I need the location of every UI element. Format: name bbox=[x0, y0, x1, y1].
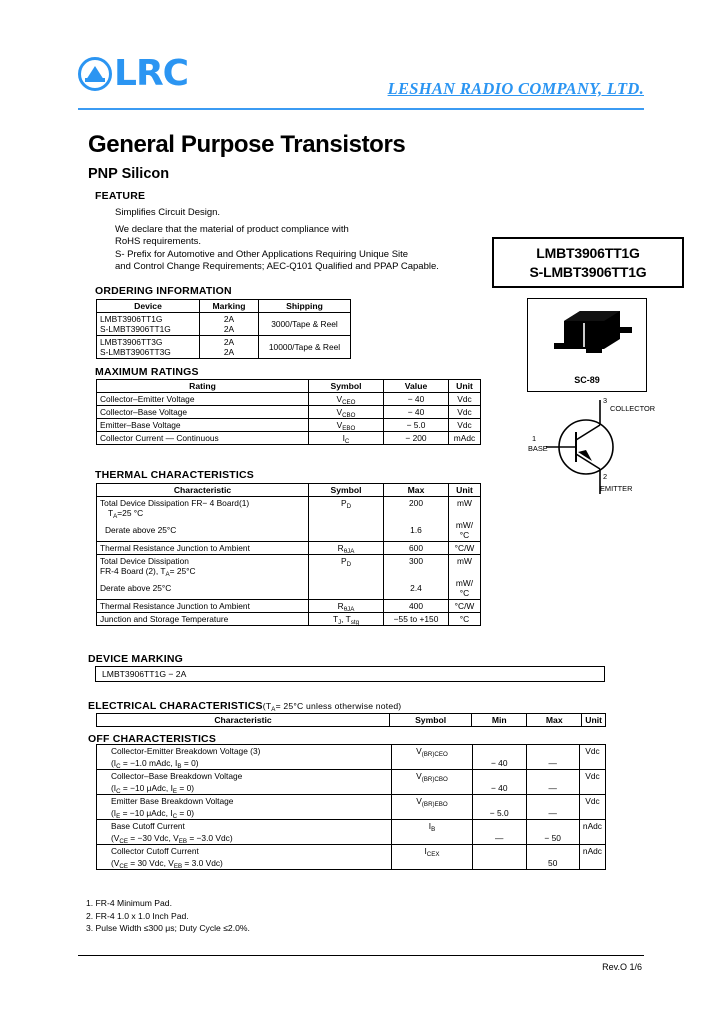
cond-mid: = −10 μAdc, I bbox=[120, 783, 173, 793]
table-row bbox=[97, 613, 481, 626]
electrical-condition-sub: A bbox=[271, 706, 276, 713]
sym-sub: (BR)EBO bbox=[421, 801, 448, 808]
th-max: 300 bbox=[384, 555, 449, 578]
mr-unit: Vdc bbox=[449, 419, 481, 432]
device-line: LMBT3906TT3G bbox=[100, 337, 163, 347]
cond-sub: CE bbox=[119, 863, 128, 870]
feature-heading: FEATURE bbox=[95, 190, 146, 202]
th-unit: °C/W bbox=[449, 542, 481, 555]
ec-min-blank bbox=[472, 820, 526, 833]
feature-line: RoHS requirements. bbox=[115, 236, 202, 248]
table-row bbox=[97, 795, 606, 808]
ec-unit: Vdc bbox=[579, 795, 605, 808]
cond-end: = 0) bbox=[177, 808, 195, 818]
ec-condition bbox=[97, 782, 392, 795]
table-row bbox=[97, 832, 606, 845]
device-line: LMBT3906TT1G bbox=[100, 314, 163, 324]
th-characteristic: Thermal Resistance Junction to Ambient bbox=[97, 600, 309, 613]
sym-base: V bbox=[336, 407, 343, 417]
part-number-primary: LMBT3906TT1G bbox=[536, 244, 640, 261]
sym-sub: J bbox=[338, 619, 342, 626]
ec-col-characteristic: Characteristic bbox=[97, 714, 390, 727]
cond-sub: E bbox=[116, 813, 121, 820]
th-characteristic bbox=[97, 555, 309, 578]
mr-rating: Collector–Emitter Voltage bbox=[97, 393, 309, 406]
char-rest: =25 °C bbox=[117, 508, 144, 518]
ec-max: − 50 bbox=[526, 832, 579, 845]
ec-min-blank bbox=[472, 795, 526, 808]
sym-sub: D bbox=[346, 503, 352, 510]
device-marking-box: LMBT3906TT1G − 2A bbox=[95, 666, 605, 682]
ec-symbol-blank bbox=[392, 782, 473, 795]
cond-pre: (V bbox=[111, 833, 120, 843]
ordering-table bbox=[96, 299, 351, 359]
sym-sub: CBO bbox=[342, 412, 356, 419]
th-symbol bbox=[309, 542, 384, 555]
table-header-row bbox=[97, 484, 481, 497]
th-characteristic: Derate above 25°C bbox=[97, 519, 309, 542]
electrical-condition-rest: = 25°C unless otherwise noted) bbox=[275, 701, 402, 711]
off-characteristics-heading: OFF CHARACTERISTICS bbox=[88, 733, 217, 745]
mr-value: − 40 bbox=[384, 393, 449, 406]
ordering-device-cell bbox=[97, 313, 200, 336]
ec-symbol bbox=[392, 820, 473, 833]
mr-symbol bbox=[309, 419, 384, 432]
feature-list bbox=[115, 207, 495, 274]
ordering-col-device: Device bbox=[97, 300, 200, 313]
cond-pre: (I bbox=[111, 808, 117, 818]
th-unit: mW bbox=[449, 497, 481, 520]
ec-unit-blank bbox=[579, 807, 605, 820]
th-characteristic: Junction and Storage Temperature bbox=[97, 613, 309, 626]
ordering-col-shipping: Shipping bbox=[259, 300, 351, 313]
marking-line: 2A bbox=[223, 314, 235, 324]
table-row bbox=[97, 336, 351, 359]
ec-condition bbox=[97, 832, 392, 845]
th-unit: mW/°C bbox=[449, 519, 481, 542]
sym-base2: , T bbox=[341, 614, 351, 624]
mr-symbol bbox=[309, 406, 384, 419]
char-sub: A bbox=[113, 513, 118, 520]
ec-characteristic: Collector Cutoff Current bbox=[97, 845, 392, 858]
ordering-col-marking: Marking bbox=[200, 300, 259, 313]
table-header-row bbox=[97, 380, 481, 393]
mr-rating: Emitter–Base Voltage bbox=[97, 419, 309, 432]
table-row bbox=[97, 770, 606, 783]
ec-unit-blank bbox=[579, 832, 605, 845]
th-unit: mW bbox=[449, 555, 481, 578]
sym-base: V bbox=[336, 394, 343, 404]
table-row bbox=[97, 820, 606, 833]
footnote: 3. Pulse Width ≤300 μs; Duty Cycle ≤2.0%. bbox=[86, 923, 250, 934]
ec-col-symbol: Symbol bbox=[389, 714, 471, 727]
sym-base: I bbox=[342, 433, 345, 443]
cond-pre: (I bbox=[111, 783, 117, 793]
device-marking-heading: DEVICE MARKING bbox=[88, 653, 183, 665]
ec-symbol bbox=[392, 845, 473, 858]
table-header-row bbox=[97, 714, 606, 727]
ec-col-min: Min bbox=[472, 714, 527, 727]
ordering-shipping-cell: 3000/Tape & Reel bbox=[259, 313, 351, 336]
ec-symbol-blank bbox=[392, 757, 473, 770]
ec-min: — bbox=[472, 832, 526, 845]
table-row bbox=[97, 497, 481, 520]
table-row bbox=[97, 757, 606, 770]
footer-revision: Rev.O 1/6 bbox=[602, 962, 642, 972]
ec-min: − 40 bbox=[472, 782, 526, 795]
ec-max-blank bbox=[526, 820, 579, 833]
pin-label-emitter: EMITTER bbox=[600, 484, 633, 493]
cond-sub2: E bbox=[172, 788, 178, 795]
th-symbol bbox=[309, 497, 384, 520]
mr-symbol bbox=[309, 432, 384, 445]
pin-label-collector: COLLECTOR bbox=[610, 404, 656, 413]
sym-sub2: stg bbox=[350, 619, 360, 626]
char-line: Total Device Dissipation bbox=[100, 556, 189, 566]
table-row bbox=[97, 542, 481, 555]
ec-max: — bbox=[526, 757, 579, 770]
table-row bbox=[97, 845, 606, 858]
cond-pre: (I bbox=[111, 758, 117, 768]
ec-characteristic: Emitter Base Breakdown Voltage bbox=[97, 795, 392, 808]
ec-min-blank bbox=[472, 845, 526, 858]
ec-unit: Vdc bbox=[579, 770, 605, 783]
th-unit: °C bbox=[449, 613, 481, 626]
ec-min-blank bbox=[472, 745, 526, 758]
th-unit: °C/W bbox=[449, 600, 481, 613]
ec-symbol bbox=[392, 795, 473, 808]
thermal-heading: THERMAL CHARACTERISTICS bbox=[95, 469, 254, 481]
table-row bbox=[97, 432, 481, 445]
footnotes bbox=[86, 897, 250, 935]
mr-col-rating: Rating bbox=[97, 380, 309, 393]
cond-sub: CE bbox=[119, 838, 128, 845]
ec-max: 50 bbox=[526, 857, 579, 870]
table-row bbox=[97, 600, 481, 613]
sym-sub: θJA bbox=[343, 548, 355, 555]
th-max: −55 to +150 bbox=[384, 613, 449, 626]
th-characteristic bbox=[97, 497, 309, 520]
char-line bbox=[100, 508, 305, 518]
sym-base: V bbox=[336, 420, 343, 430]
sym-base: P bbox=[340, 556, 347, 566]
ec-min: − 5.0 bbox=[472, 807, 526, 820]
ec-max-blank bbox=[526, 845, 579, 858]
char-rest: = 25°C bbox=[169, 566, 196, 576]
sym-base: I bbox=[424, 846, 427, 856]
table-row bbox=[97, 393, 481, 406]
electrical-condition-pre: (T bbox=[262, 701, 272, 711]
mr-symbol bbox=[309, 393, 384, 406]
ec-characteristic: Base Cutoff Current bbox=[97, 820, 392, 833]
cond-sub: C bbox=[116, 788, 121, 795]
part-number-secondary: S-LMBT3906TT1G bbox=[529, 263, 647, 280]
sym-base: I bbox=[428, 821, 432, 831]
part-number-box bbox=[492, 237, 684, 288]
footnote: 1. FR-4 Minimum Pad. bbox=[86, 898, 172, 908]
logo-bar-shape bbox=[85, 78, 105, 82]
package-drawing-box bbox=[527, 298, 647, 392]
sym-base: V bbox=[416, 746, 422, 756]
th-col-characteristic: Characteristic bbox=[97, 484, 309, 497]
ordering-shipping-cell: 10000/Tape & Reel bbox=[259, 336, 351, 359]
feature-line: and Control Change Requirements; AEC-Q101 Qualified and PPAP Capable. bbox=[115, 261, 439, 273]
mr-unit: mAdc bbox=[449, 432, 481, 445]
ec-characteristic: Collector-Emitter Breakdown Voltage (3) bbox=[97, 745, 392, 758]
ordering-device-cell bbox=[97, 336, 200, 359]
th-symbol bbox=[309, 613, 384, 626]
lrc-logo bbox=[78, 53, 189, 94]
ec-unit: nAdc bbox=[579, 845, 605, 858]
marking-line: 2A bbox=[223, 347, 235, 357]
ordering-heading: ORDERING INFORMATION bbox=[95, 285, 232, 297]
cond-sub2: B bbox=[177, 763, 182, 770]
ec-max-blank bbox=[526, 745, 579, 758]
th-symbol bbox=[309, 577, 384, 600]
mr-value: − 200 bbox=[384, 432, 449, 445]
footer-divider bbox=[78, 955, 644, 956]
char-sub: A bbox=[165, 571, 170, 578]
ec-condition bbox=[97, 757, 392, 770]
device-line: S-LMBT3906TT3G bbox=[100, 347, 171, 357]
ec-max: — bbox=[526, 807, 579, 820]
ec-unit-blank bbox=[579, 757, 605, 770]
cond-sub: C bbox=[116, 763, 121, 770]
table-row bbox=[97, 419, 481, 432]
ec-symbol-blank bbox=[392, 832, 473, 845]
th-max: 1.6 bbox=[384, 519, 449, 542]
ec-symbol-blank bbox=[392, 857, 473, 870]
th-unit: mW/°C bbox=[449, 577, 481, 600]
ec-symbol bbox=[392, 770, 473, 783]
sym-base: T bbox=[332, 614, 339, 624]
table-row bbox=[97, 406, 481, 419]
th-col-symbol: Symbol bbox=[309, 484, 384, 497]
th-symbol bbox=[309, 600, 384, 613]
off-characteristics-table bbox=[96, 744, 606, 870]
mr-col-value: Value bbox=[384, 380, 449, 393]
table-row bbox=[97, 857, 606, 870]
sym-base: R bbox=[337, 601, 344, 611]
electrical-heading: ELECTRICAL CHARACTERISTICS bbox=[88, 700, 263, 712]
char-sym: T bbox=[108, 508, 114, 518]
max-ratings-table bbox=[96, 379, 481, 445]
ec-max: — bbox=[526, 782, 579, 795]
pin-number-base: 1 bbox=[532, 434, 537, 443]
mr-value: − 40 bbox=[384, 406, 449, 419]
feature-line: Simplifies Circuit Design. bbox=[115, 207, 221, 218]
char-line: Total Device Dissipation FR− 4 Board(1) bbox=[100, 498, 250, 508]
ec-col-max: Max bbox=[527, 714, 582, 727]
cond-sub2: EB bbox=[178, 838, 187, 845]
cond-mid: = −30 Vdc, V bbox=[127, 833, 179, 843]
table-row bbox=[97, 313, 351, 336]
table-row bbox=[97, 577, 481, 600]
ec-max-blank bbox=[526, 770, 579, 783]
ec-min bbox=[472, 857, 526, 870]
sym-sub: θJA bbox=[343, 606, 355, 613]
cond-pre: (V bbox=[111, 858, 120, 868]
sym-base: R bbox=[337, 543, 344, 553]
company-name: LESHAN RADIO COMPANY, LTD. bbox=[387, 79, 644, 98]
ec-col-unit: Unit bbox=[582, 714, 606, 727]
ec-condition bbox=[97, 857, 392, 870]
ec-min-blank bbox=[472, 770, 526, 783]
ec-symbol-blank bbox=[392, 807, 473, 820]
sym-base: V bbox=[416, 796, 422, 806]
mr-col-symbol: Symbol bbox=[309, 380, 384, 393]
page-title: General Purpose Transistors bbox=[88, 131, 406, 158]
feature-line: S- Prefix for Automotive and Other Applications Requiring Unique Site bbox=[115, 248, 409, 260]
ec-condition bbox=[97, 807, 392, 820]
th-max: 200 bbox=[384, 497, 449, 520]
th-max: 400 bbox=[384, 600, 449, 613]
th-col-unit: Unit bbox=[449, 484, 481, 497]
mr-rating: Collector–Base Voltage bbox=[97, 406, 309, 419]
cond-end: = 0) bbox=[177, 783, 195, 793]
max-ratings-heading: MAXIMUM RATINGS bbox=[95, 366, 199, 378]
sym-sub: CEX bbox=[426, 851, 440, 858]
table-row bbox=[97, 745, 606, 758]
ec-min: − 40 bbox=[472, 757, 526, 770]
cond-mid: = −10 μAdc, I bbox=[120, 808, 173, 818]
th-symbol bbox=[309, 519, 384, 542]
package-label: SC-89 bbox=[574, 375, 600, 385]
ec-symbol bbox=[392, 745, 473, 758]
lrc-logo-icon bbox=[78, 57, 112, 91]
cond-sub2: EB bbox=[173, 863, 183, 870]
electrical-heading-wrap bbox=[88, 700, 401, 712]
mr-col-unit: Unit bbox=[449, 380, 481, 393]
feature-line: We declare that the material of product compliance with bbox=[115, 223, 349, 235]
char-sym: FR-4 Board (2), T bbox=[100, 566, 166, 576]
th-characteristic: Thermal Resistance Junction to Ambient bbox=[97, 542, 309, 555]
pin-number-collector: 3 bbox=[603, 396, 608, 405]
mr-unit: Vdc bbox=[449, 393, 481, 406]
mr-value: − 5.0 bbox=[384, 419, 449, 432]
ec-unit-blank bbox=[579, 857, 605, 870]
device-line: S-LMBT3906TT1G bbox=[100, 324, 171, 334]
footnote: 2. FR-4 1.0 x 1.0 Inch Pad. bbox=[86, 910, 189, 921]
cond-end: = 0) bbox=[181, 758, 199, 768]
thermal-table bbox=[96, 483, 481, 626]
cond-mid: = −1.0 mAdc, I bbox=[120, 758, 178, 768]
sym-sub: D bbox=[346, 561, 352, 568]
ec-unit-blank bbox=[579, 782, 605, 795]
marking-line: 2A bbox=[223, 324, 235, 334]
electrical-header-table bbox=[96, 713, 606, 727]
ec-unit: nAdc bbox=[579, 820, 605, 833]
th-col-max: Max bbox=[384, 484, 449, 497]
pin-label-base: BASE bbox=[528, 444, 548, 453]
ordering-marking-cell bbox=[200, 313, 259, 336]
table-row bbox=[97, 807, 606, 820]
sym-sub: CEO bbox=[342, 399, 356, 406]
sym-sub: (BR)CBO bbox=[421, 776, 448, 783]
sym-base: V bbox=[416, 771, 422, 781]
table-header-row bbox=[97, 300, 351, 313]
sym-sub: C bbox=[344, 438, 350, 445]
sym-base: P bbox=[340, 498, 347, 508]
table-row bbox=[97, 555, 481, 578]
char-line bbox=[100, 566, 305, 576]
table-row bbox=[97, 782, 606, 795]
ec-max-blank bbox=[526, 795, 579, 808]
cond-end: = −3.0 Vdc) bbox=[187, 833, 233, 843]
sc89-package-icon bbox=[528, 299, 646, 369]
mr-rating: Collector Current — Continuous bbox=[97, 432, 309, 445]
sym-sub: B bbox=[431, 826, 436, 833]
ec-characteristic: Collector–Base Breakdown Voltage bbox=[97, 770, 392, 783]
th-characteristic: Derate above 25°C bbox=[97, 577, 309, 600]
lrc-logo-text: LRC bbox=[114, 53, 189, 94]
sym-sub: (BR)CEO bbox=[421, 751, 448, 758]
table-row bbox=[97, 519, 481, 542]
transistor-symbol bbox=[528, 392, 668, 502]
pin-number-emitter: 2 bbox=[603, 472, 608, 481]
marking-line: 2A bbox=[223, 337, 235, 347]
ec-unit: Vdc bbox=[579, 745, 605, 758]
th-symbol bbox=[309, 555, 384, 578]
page-subtitle: PNP Silicon bbox=[88, 166, 170, 182]
th-max: 2.4 bbox=[384, 577, 449, 600]
cond-sub2: C bbox=[172, 813, 178, 820]
mr-unit: Vdc bbox=[449, 406, 481, 419]
th-max: 600 bbox=[384, 542, 449, 555]
sym-sub: EBO bbox=[342, 425, 356, 432]
ordering-marking-cell bbox=[200, 336, 259, 359]
page-header bbox=[78, 53, 644, 109]
cond-mid: = 30 Vdc, V bbox=[127, 858, 174, 868]
header-divider bbox=[78, 108, 644, 110]
cond-end: = 3.0 Vdc) bbox=[182, 858, 223, 868]
